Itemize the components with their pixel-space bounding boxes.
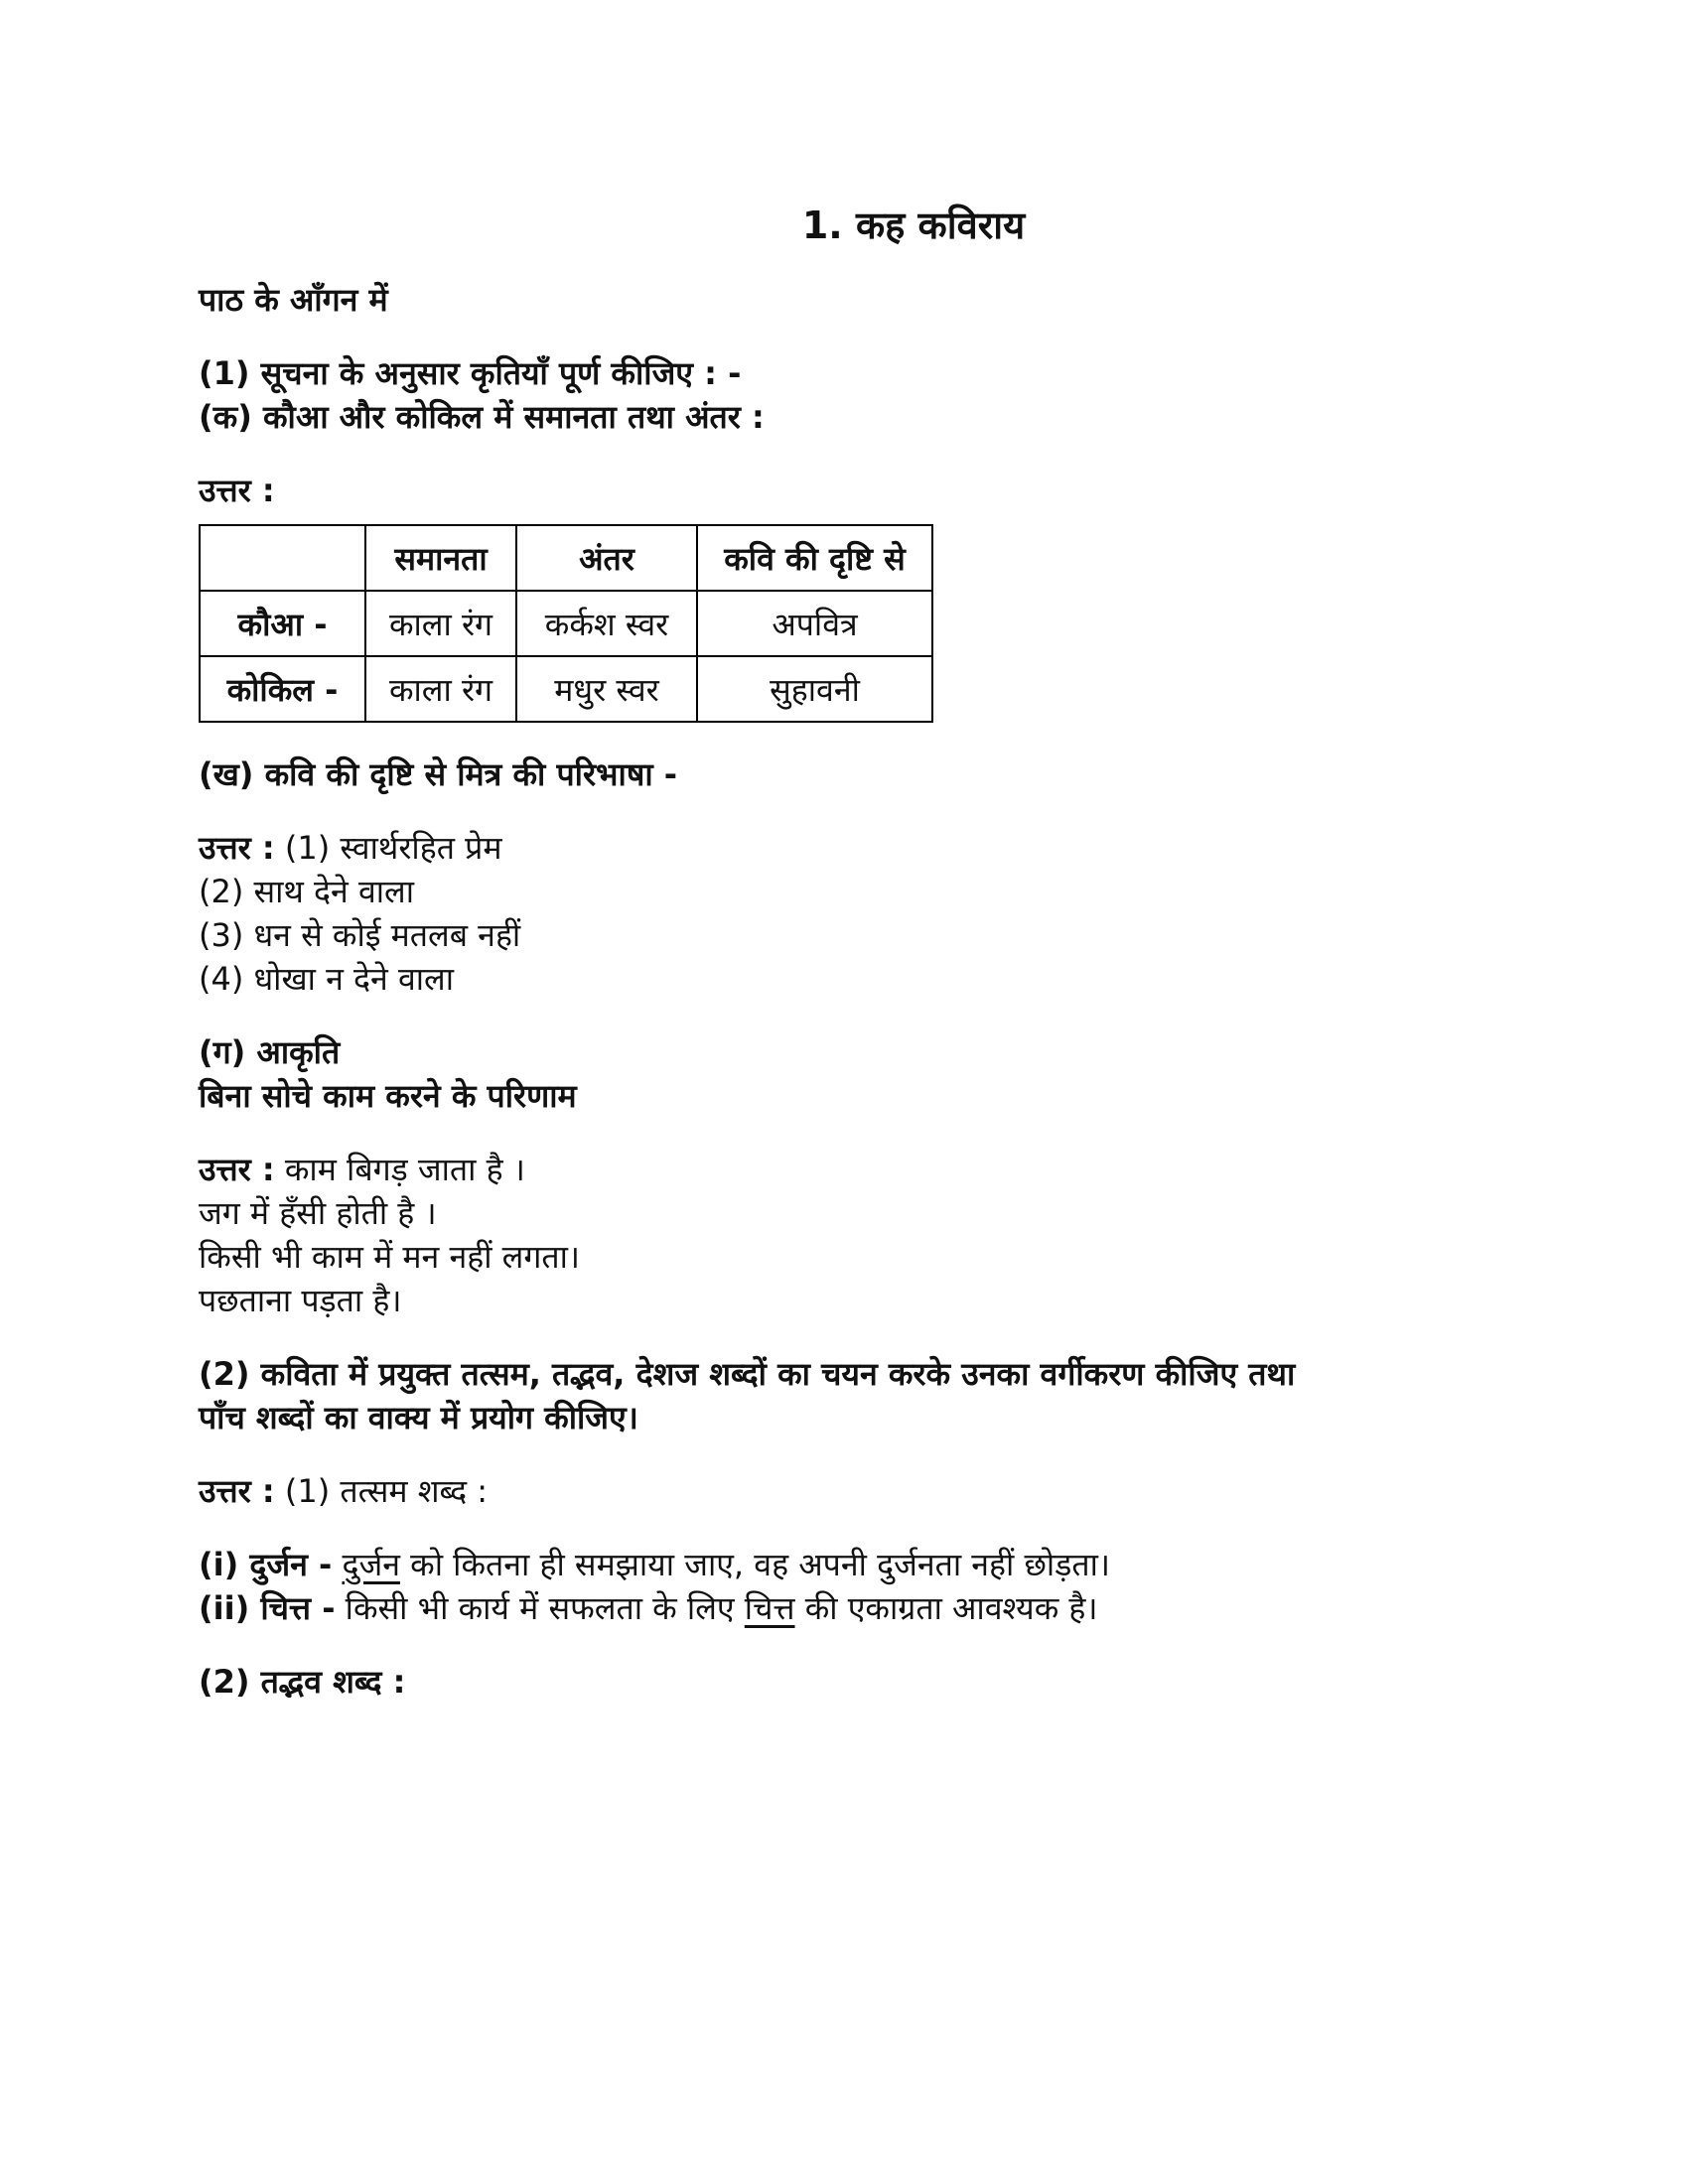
answer-label: उत्तर : (199, 1151, 275, 1188)
list-item: पछताना पड़ता है। (199, 1282, 402, 1319)
list-item: (3) धन से कोई मतलब नहीं (199, 916, 521, 954)
list-item: (2) साथ देने वाला (199, 873, 415, 910)
table-header-cell (200, 525, 365, 591)
table-header-cell: कवि की दृष्टि से (697, 525, 932, 591)
example-text: की एकाग्रता आवश्यक है। (794, 1589, 1098, 1627)
q1-kha-answer-line (199, 826, 1499, 870)
tadbhav-label: (2) तद्भव शब्द : (199, 1663, 406, 1701)
q2-answer-line (199, 1469, 1499, 1513)
example-text: किसी भी कार्य में सफलता के लिए (335, 1589, 745, 1627)
comparison-table (199, 524, 933, 723)
list-item: किसी भी काम में मन नहीं लगता। (199, 1238, 581, 1276)
document-content (199, 199, 1499, 1704)
list-item: (4) धोखा न देने वाला (199, 960, 455, 998)
underlined-word: दुर्जन (342, 1546, 400, 1583)
example-text: को कितना ही समझाया जाए, वह अपनी दुर्जनता नहीं छोड़ता। (399, 1546, 1110, 1583)
q2-heading-line2: पाँच शब्दों का वाक्य में प्रयोग कीजिए। (199, 1399, 638, 1436)
table-row (200, 591, 932, 656)
q1-ka-answer-label: उत्तर : (199, 472, 275, 509)
list-item: (1) स्वार्थरहित प्रेम (284, 829, 502, 867)
answer-label: उत्तर : (199, 1472, 275, 1510)
table-cell: काला रंग (365, 591, 516, 656)
table-cell: सुहावनी (697, 656, 932, 722)
list-item: काम बिगड़ जाता है । (284, 1151, 525, 1188)
table-cell: कौआ - (200, 591, 365, 656)
q1-ga-answer-line (199, 1148, 1499, 1191)
q1-heading: (1) सूचना के अनुसार कृतियाँ पूर्ण कीजिए : - (199, 354, 742, 392)
q1-ga-subheading: बिना सोचे काम करने के परिणाम (199, 1077, 577, 1115)
table-cell: मधुर स्वर (516, 656, 697, 722)
example-sentence (199, 1543, 1499, 1586)
page-title: 1. कह कविराय (801, 204, 1026, 247)
table-row (200, 656, 932, 722)
table-header-cell: समानता (365, 525, 516, 591)
table-header-cell: अंतर (516, 525, 697, 591)
section-heading: पाठ के आँगन में (199, 281, 388, 319)
table-cell: काला रंग (365, 656, 516, 722)
list-item: जग में हँसी होती है । (199, 1194, 437, 1232)
table-cell: कर्कश स्वर (516, 591, 697, 656)
example-label: (ii) चित्त - (199, 1589, 336, 1627)
table-cell: कोकिल - (200, 656, 365, 722)
q1-ga-heading: (ग) आकृति (199, 1033, 341, 1071)
answer-label: उत्तर : (199, 829, 275, 867)
q1-kha-heading: (ख) कवि की दृष्टि से मित्र की परिभाषा - (199, 755, 678, 793)
table-cell: अपवित्र (697, 591, 932, 656)
tatsam-label: (1) तत्सम शब्द : (284, 1472, 489, 1510)
q1-ka-heading: (क) कौआ और कोकिल में समानता तथा अंतर : (199, 398, 765, 436)
example-sentence (199, 1586, 1499, 1630)
underlined-word: चित्त (744, 1589, 795, 1627)
table-header-row (200, 525, 932, 591)
q2-heading-line1: (2) कविता में प्रयुक्त तत्सम, तद्भव, देशज शब्दों का चयन करके उनका वर्गीकरण कीजिए तथा (199, 1355, 1296, 1393)
example-label: (i) दुर्जन - (199, 1546, 333, 1583)
